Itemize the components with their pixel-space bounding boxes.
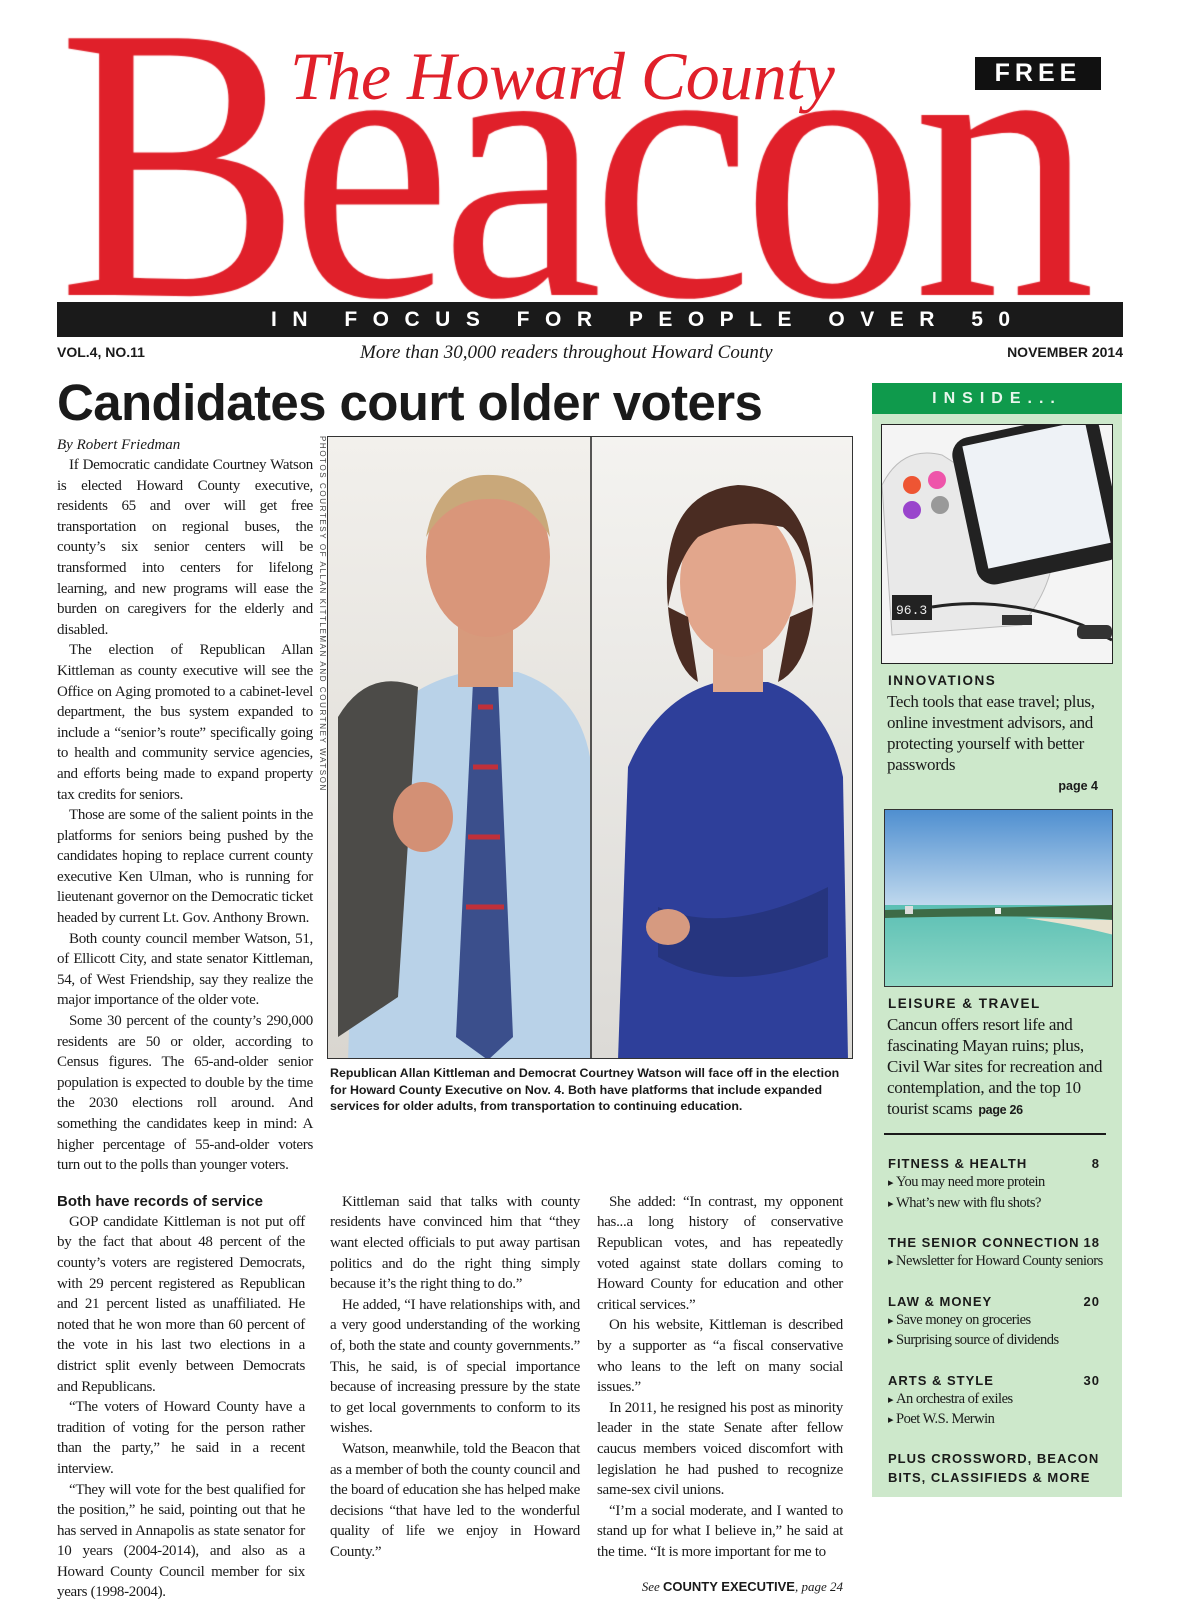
toc-item: ▸ An orchestra of exiles: [888, 1390, 1100, 1411]
jump-target: COUNTY EXECUTIVE: [663, 1579, 795, 1594]
paragraph: In 2011, he resigned his post as minority leader in the state Senate after fellow caucus members voiced discomfort with legislation he had pushed to recognize same-sex civil unions.: [597, 1398, 843, 1501]
tech-gadgets-image: [881, 424, 1113, 664]
toc-item: ▸ You may need more protein: [888, 1173, 1100, 1194]
paragraph: The election of Republican Allan Kittleman as county executive will see the Office on Aging promoted to a cabinet-level department, the bus system expanded to include a “senior’s route” specifically going to health and community service agencies, and efforts being made to expand property tax credits for seniors.: [57, 640, 313, 805]
volume-number: VOL.4, NO.11: [57, 344, 145, 360]
candidates-photo: [327, 436, 853, 1059]
paragraph: Watson, meanwhile, told the Beacon that as a member of both the county council and the board of education she has helped make decisions “that have led to the wonderful quality of life we enjoy in Howard County.”: [330, 1439, 580, 1563]
subhead: Both have records of service: [57, 1192, 305, 1212]
inside-header: INSIDE...: [872, 383, 1122, 414]
feature-text-leisure: Cancun offers resort life and fascinating Mayan ruins; plus, Civil War sites for recreation and contemplation, and the top 10 tourist scams: [887, 1015, 1102, 1118]
divider: [884, 1133, 1106, 1135]
feature-text-innovations: Tech tools that ease travel; plus, online investment advisors, and protecting yourself with better passwords: [887, 691, 1111, 775]
toc-item: ▸ Save money on groceries: [888, 1311, 1100, 1332]
toc-page: 20: [1084, 1293, 1100, 1311]
toc-item: ▸ What’s new with flu shots?: [888, 1194, 1100, 1215]
article-column-3: [597, 1192, 843, 1563]
headline: Candidates court older voters: [57, 374, 762, 432]
toc-fitness[interactable]: [888, 1155, 1100, 1214]
toc-item: ▸ Newsletter for Howard County seniors: [888, 1252, 1100, 1273]
inside-footer: PLUS CROSSWORD, BEACON BITS, CLASSIFIEDS & MORE: [888, 1449, 1108, 1487]
beach-image: [884, 809, 1113, 987]
toc-section: ARTS & STYLE: [888, 1372, 994, 1390]
article-column-2: [330, 1192, 580, 1563]
toc-arts-style[interactable]: [888, 1372, 1100, 1431]
paragraph: Kittleman said that talks with county residents have convinced him that “they want elected officials to put away partisan politics and do the right thing simply because it’s the right thing to do.”: [330, 1192, 580, 1295]
feature-leisure: [887, 1014, 1111, 1119]
issue-date: NOVEMBER 2014: [1007, 344, 1123, 360]
toc-law-money[interactable]: [888, 1293, 1100, 1352]
column-3: [597, 1192, 843, 1597]
photo-credit: PHOTOS COURTESY OF ALLAN KITTLEMAN AND COURTNEY WATSON: [313, 436, 327, 796]
toc-section: LAW & MONEY: [888, 1293, 992, 1311]
paragraph: Both county council member Watson, 51, of Ellicott City, and state senator Kittleman, 54, of West Friendship, say they realize the major importance of the older vote.: [57, 929, 313, 1011]
toc-page: 8: [1092, 1155, 1100, 1173]
feature-label-leisure: LEISURE & TRAVEL: [888, 995, 1122, 1012]
free-badge: FREE: [975, 57, 1101, 90]
radio-display: 96.3: [896, 603, 927, 618]
lead-column: [57, 436, 313, 1176]
feature-page-leisure[interactable]: page 26: [978, 1103, 1022, 1117]
paragraph: “I’m a social moderate, and I wanted to stand up for what I believe in,” he said at the time. “It is more important for me to: [597, 1501, 843, 1563]
paragraph: Some 30 percent of the county’s 290,000 residents are 50 or older, according to Census figures. The 65-and-older senior population is expected to double by the time the 2030 elections roll around. And something the candidates keep in mind: A higher percentage of 55-and-older voters turn out to the polls than younger voters.: [57, 1011, 313, 1176]
toc-item: ▸ Surprising source of dividends: [888, 1331, 1100, 1352]
photo-block: [327, 436, 853, 1115]
column-1b: [57, 1192, 305, 1603]
paragraph: GOP candidate Kittleman is not put off by the fact that about 48 percent of the county’s voters are registered Democrats, with 29 percent registered as Republican and 21 percent listed as unaffiliated. He noted that he won more than 60 percent of the vote in his last two elections in a district split evenly between Democrats and Republicans.: [57, 1212, 305, 1397]
article: [57, 436, 853, 1603]
paragraph: On his website, Kittleman is described by a supporter as “a fiscal conservative who leans to the left on many social issues.”: [597, 1315, 843, 1397]
tagline-bar: IN FOCUS FOR PEOPLE OVER 50: [57, 302, 1123, 337]
paragraph: If Democratic candidate Courtney Watson is elected Howard County executive, residents 65 and over will get free transportation on regional buses, the county’s six senior centers will be transformed into centers for lifelong learning, and new programs will ease the burden on caregivers for the elderly and disabled.: [57, 455, 313, 640]
toc-page: 30: [1084, 1372, 1100, 1390]
byline: By Robert Friedman: [57, 436, 313, 455]
article-column-1: [57, 455, 313, 1176]
feature-label-innovations: INNOVATIONS: [888, 672, 1122, 689]
paragraph: He added, “I have relationships with, and a very good understanding of the working of, both the state and county governments.” This, he said, is of special importance because of increasing pressure by the state to get local governments to conform to its wishes.: [330, 1295, 580, 1439]
paragraph: She added: “In contrast, my opponent has...a long history of conservative Republican votes, and has repeatedly voted against state dollars coming to Howard County for education and other critical services.”: [597, 1192, 843, 1316]
paragraph: Those are some of the salient points in the platforms for seniors being pushed by the candidates hoping to replace current county executive Ken Ulman, who is running for lieutenant governor on the Democratic ticket headed by current Lt. Gov. Anthony Brown.: [57, 805, 313, 929]
masthead-subtitle: The Howard County: [290, 38, 834, 114]
paragraph: “They will vote for the best qualified for the position,” he said, pointing out that he has served in Annapolis as state senator for 10 years (2004-2014), and also as a Howard County Council member for six years (1998-2004).: [57, 1480, 305, 1603]
jump-see: See: [642, 1579, 660, 1594]
jump-page: , page 24: [795, 1579, 843, 1594]
toc-item: ▸ Poet W.S. Merwin: [888, 1410, 1100, 1431]
toc-senior-connection[interactable]: [888, 1234, 1100, 1273]
paragraph: “The voters of Howard County have a tradition of voting for the person rather than the party,” he said in a recent interview.: [57, 1397, 305, 1479]
readership-line: More than 30,000 readers throughout Howard County: [360, 342, 773, 364]
jump-line[interactable]: [597, 1578, 843, 1596]
article-column-1b: [57, 1212, 305, 1603]
inside-panel: [872, 383, 1122, 1497]
feature-page-innovations[interactable]: page 4: [872, 777, 1122, 795]
toc-section: THE SENIOR CONNECTION: [888, 1234, 1079, 1252]
toc-page: 18: [1084, 1234, 1100, 1252]
toc-section: FITNESS & HEALTH: [888, 1155, 1027, 1173]
photo-caption: Republican Allan Kittleman and Democrat Courtney Watson will face off in the election for Howard County Executive on Nov. 4. Both have platforms that include expanded services for older adults, from transportation to continuing education.: [327, 1065, 853, 1115]
